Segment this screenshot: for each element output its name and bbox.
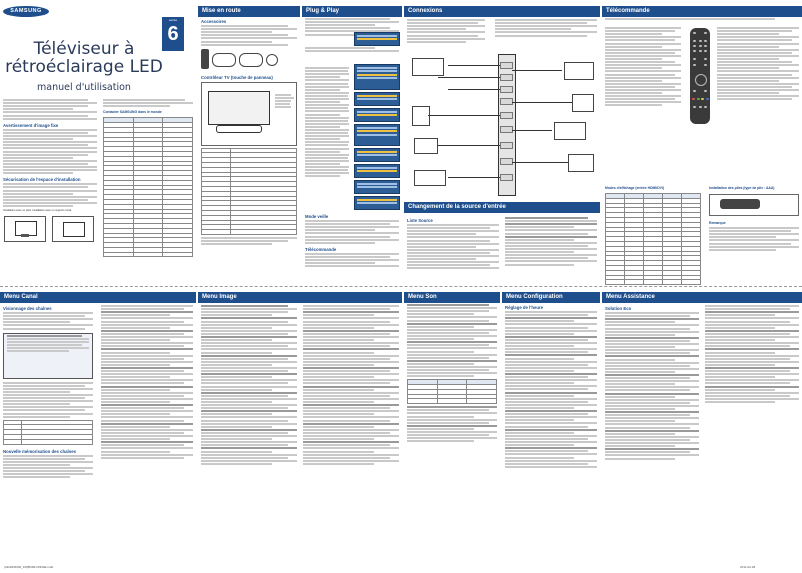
plug-play-osd-3 — [354, 92, 400, 106]
tv-back-panel-diagram — [408, 50, 596, 200]
installation-space-heading: Sécurisation de l'espace d'installation — [3, 177, 81, 183]
source-list-heading: Liste Source — [407, 218, 433, 223]
install-note: Installation avec un pied. Installation avec un support mural. — [3, 209, 72, 213]
plug-play-osd-7 — [354, 164, 400, 178]
footer-date: 2011-02-28 — [740, 565, 756, 569]
cover-subtitle: manuel d'utilisation — [37, 82, 131, 93]
standby-heading: Mode veille — [305, 214, 329, 219]
plug-play-osd-2 — [354, 64, 400, 90]
panel-diagram — [201, 82, 297, 146]
panel-heading: Contrôleur TV (touche de panneau) — [201, 74, 273, 80]
battery-diagram — [709, 194, 799, 216]
power-cord-icon — [212, 53, 236, 67]
cover-title — [4, 40, 164, 76]
resolution-table — [605, 193, 701, 285]
setup-panel — [198, 6, 300, 285]
change-source-header: Changement de la source d'entrée — [404, 202, 600, 213]
channel-view-heading: Visionnage des chaînes — [3, 306, 52, 311]
remote-accessory-icon — [201, 49, 209, 69]
channel-menu-header: Menu Canal — [0, 292, 196, 303]
support-menu-panel — [602, 292, 802, 562]
setup-header: Mise en route — [198, 6, 300, 17]
sound-menu-panel — [404, 292, 500, 562]
plug-play-osd-1 — [354, 32, 400, 46]
series-badge — [162, 17, 184, 51]
plug-and-play-panel — [302, 6, 402, 285]
sound-table — [407, 379, 497, 404]
wall-install-diagram — [52, 216, 94, 242]
time-settings-heading: Réglage de l'heure — [505, 305, 544, 310]
footer-filename: [UE40D6000_FR]BN68-03393E.indd — [4, 565, 54, 569]
plug-play-osd-9 — [354, 196, 400, 210]
stand-install-diagram — [4, 216, 46, 242]
cover-title-line-2: rétroéclairage LED — [5, 57, 163, 77]
sound-menu-header: Menu Son — [404, 292, 500, 303]
contact-heading: Contacter SAMSUNG dans le monde — [103, 110, 162, 115]
holder-ring-icon — [266, 54, 278, 66]
resolution-heading: Modes d'affichage (entrée HDMI/DVI) — [605, 186, 665, 190]
remote-tip-heading: Remarque — [709, 221, 726, 225]
samsung-logo: SAMSUNG — [3, 6, 49, 17]
eco-solution-heading: Solution Eco — [605, 306, 632, 311]
remote-panel — [602, 6, 802, 285]
remote-illustration — [690, 28, 710, 124]
channel-menu-panel — [0, 292, 196, 562]
image-menu-header: Menu Image — [198, 292, 402, 303]
plug-play-header: Plug & Play — [302, 6, 402, 17]
plug-play-osd-5 — [354, 124, 400, 146]
channel-rescan-heading: Nouvelle mémorisation des chaînes — [3, 448, 77, 454]
config-menu-panel — [502, 292, 600, 562]
battery-heading: Installation des piles (type de pile : AAA) — [709, 186, 775, 190]
channel-list-screenshot — [3, 333, 93, 379]
plug-remote-heading: Télécommande — [305, 246, 337, 252]
cable-icon — [239, 53, 263, 67]
series-label: series — [168, 18, 177, 22]
cover-panel — [0, 0, 196, 285]
plug-play-osd-6 — [354, 148, 400, 162]
connections-header: Connexions — [404, 6, 600, 17]
fold-line-middle — [0, 286, 802, 287]
plug-play-osd-8 — [354, 180, 400, 194]
image-menu-panel — [198, 292, 402, 562]
plug-play-osd-4 — [354, 108, 400, 122]
series-number: 6 — [167, 23, 179, 45]
cover-title-line-1: Téléviseur à — [33, 39, 135, 59]
connections-panel — [404, 6, 600, 285]
support-menu-header: Menu Assistance — [602, 292, 802, 303]
config-menu-header: Menu Configuration — [502, 292, 600, 303]
channel-icon-table — [3, 420, 93, 445]
contact-table — [103, 117, 193, 257]
panel-buttons-table — [201, 148, 297, 235]
remote-header: Télécommande — [602, 6, 802, 17]
still-image-warning-heading: Avertissement d'image fixe — [3, 122, 59, 128]
accessories-heading: Accessoires — [201, 19, 227, 24]
